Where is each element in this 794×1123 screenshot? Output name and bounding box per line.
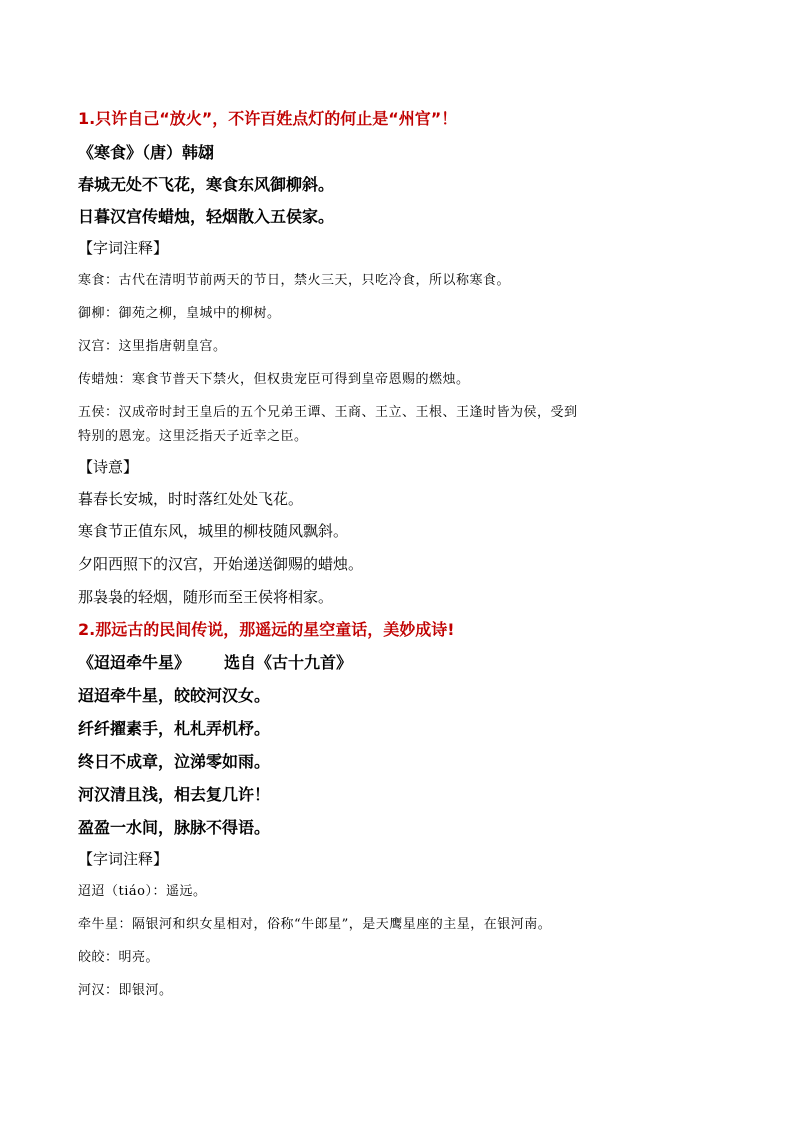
section2-heading: 2.那远古的民间传说，那遥远的星空童话，美妙成诗! [78,620,455,639]
section2-poem-line: 盈盈一水间，脉脉不得语。 [78,818,271,837]
section2-poem-line: 迢迢牵牛星，皎皎河汉女。 [78,686,271,705]
section1-note: 寒食：古代在清明节前两天的节日，禁火三天，只吃冷食，所以称寒食。 [78,273,511,288]
section1-poem-line: 日暮汉宫传蜡烛，轻烟散入五侯家。 [78,207,335,226]
section2-poem-line: 终日不成章，泣涕零如雨。 [78,752,271,771]
section2-poem-line: 河汉清且浅，相去复几许！ [78,785,271,804]
section2-poem-source: 选自《古十九首》 [224,653,353,672]
section2-poem-title-row [78,655,352,671]
section1-note: 传蜡烛：寒食节普天下禁火，但权贵宠臣可得到皇帝恩赐的燃烛。 [78,372,470,387]
section1-poem-line: 春城无处不飞花，寒食东风御柳斜。 [78,175,335,194]
section1-note: 五侯：汉成帝时封王皇后的五个兄弟王谭、王商、王立、王根、王逢时皆为侯，受到 [78,405,578,420]
section2-note: 牵牛星：隔银河和织女星相对，俗称“牛郎星”，是天鹰星座的主星，在银河南。 [78,917,552,932]
section1-note: 汉宫：这里指唐朝皇宫。 [78,339,227,354]
section2-note: 河汉：即银河。 [78,983,173,998]
section2-note: 皎皎：明亮。 [78,950,160,965]
section1-meaning-line: 暮春长安城，时时落红处处飞花。 [78,490,304,508]
section2-notes-label: 【字词注释】 [78,850,169,868]
section1-poem-title: 《寒食》（唐）韩翃 [78,143,215,162]
section2-poem-title: 《迢迢牵牛星》 [78,653,191,672]
section1-note: 御柳：御苑之柳，皇城中的柳树。 [78,306,281,321]
section1-meaning-label: 【诗意】 [78,458,139,476]
section1-meaning-line: 那袅袅的轻烟，随形而至王侯将相家。 [78,588,334,606]
section2-poem-line: 纤纤擢素手，札札弄机杼。 [78,719,271,738]
section1-meaning-line: 夕阳西照下的汉宫，开始递送御赐的蜡烛。 [78,555,364,573]
section1-notes-label: 【字词注释】 [78,239,169,257]
section1-heading: 1.只许自己“放火”，不许百姓点灯的何止是“州官”！ [78,109,458,128]
section2-note: 迢迢（tiáo）：遥远。 [78,884,207,899]
section1-meaning-line: 寒食节正值东风，城里的柳枝随风飘斜。 [78,522,349,540]
section1-note: 特别的恩宠。这里泛指天子近幸之臣。 [78,429,308,444]
